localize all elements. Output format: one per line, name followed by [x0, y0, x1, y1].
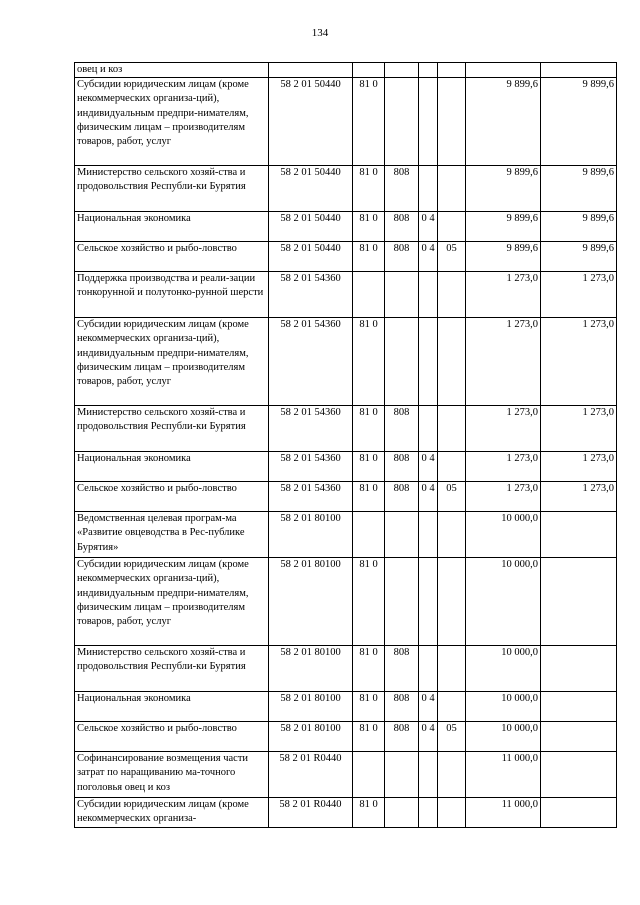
table-row	[75, 242, 617, 272]
amount-2: 1 273,0	[541, 406, 617, 452]
expense-type: 81 0	[353, 798, 385, 828]
row-name: Национальная экономика	[75, 212, 269, 242]
ministry-code: 808	[385, 452, 419, 482]
ministry-code	[385, 512, 419, 558]
row-name: Министерство сельского хозяй-ства и продовольствия Республи-ки Бурятия	[75, 406, 269, 452]
target-code	[269, 63, 353, 78]
section-code	[419, 63, 438, 78]
page-number: 134	[311, 27, 329, 39]
target-code: 58 2 01 50440	[269, 212, 353, 242]
target-code: 58 2 01 50440	[269, 78, 353, 166]
subsection-code	[438, 166, 466, 212]
target-code: 58 2 01 50440	[269, 242, 353, 272]
row-name: Софинансирование возмещения части затрат по наращиванию ма-точного поголовья овец и коз	[75, 752, 269, 798]
row-name: Ведомственная целевая програм-ма «Развитие овцеводства в Рес-публике Бурятия»	[75, 512, 269, 558]
ministry-code	[385, 558, 419, 646]
expense-type	[353, 752, 385, 798]
section-code: 0 4	[419, 482, 438, 512]
subsection-code: 05	[438, 722, 466, 752]
target-code: 58 2 01 54360	[269, 406, 353, 452]
amount-1: 1 273,0	[466, 452, 541, 482]
row-name: Сельское хозяйство и рыбо-ловство	[75, 722, 269, 752]
table-row	[75, 78, 617, 166]
row-name: Субсидии юридическим лицам (кроме некоммерческих организа-ций), индивидуальным предпри-нимателям, физическим лицам – производителям товаров, работ, услуг	[75, 78, 269, 166]
subsection-code	[438, 406, 466, 452]
row-name: Сельское хозяйство и рыбо-ловство	[75, 242, 269, 272]
ministry-code: 808	[385, 242, 419, 272]
ministry-code: 808	[385, 406, 419, 452]
amount-1: 10 000,0	[466, 512, 541, 558]
section-code: 0 4	[419, 242, 438, 272]
target-code: 58 2 01 R0440	[269, 798, 353, 828]
ministry-code: 808	[385, 692, 419, 722]
table-row	[75, 482, 617, 512]
ministry-code: 808	[385, 646, 419, 692]
table-row	[75, 558, 617, 646]
budget-table	[74, 62, 617, 828]
section-code: 0 4	[419, 722, 438, 752]
table-row	[75, 63, 617, 78]
table-row	[75, 272, 617, 318]
expense-type: 81 0	[353, 482, 385, 512]
target-code: 58 2 01 54360	[269, 272, 353, 318]
amount-2	[541, 63, 617, 78]
subsection-code	[438, 63, 466, 78]
ministry-code: 808	[385, 212, 419, 242]
amount-2: 1 273,0	[541, 272, 617, 318]
amount-1: 11 000,0	[466, 752, 541, 798]
amount-2	[541, 692, 617, 722]
subsection-code	[438, 78, 466, 166]
amount-1: 9 899,6	[466, 78, 541, 166]
table-row	[75, 798, 617, 828]
ministry-code	[385, 318, 419, 406]
section-code	[419, 752, 438, 798]
expense-type: 81 0	[353, 722, 385, 752]
section-code	[419, 406, 438, 452]
amount-2	[541, 646, 617, 692]
target-code: 58 2 01 80100	[269, 512, 353, 558]
table-row	[75, 212, 617, 242]
amount-2: 9 899,6	[541, 78, 617, 166]
amount-2: 1 273,0	[541, 318, 617, 406]
section-code	[419, 798, 438, 828]
expense-type: 81 0	[353, 166, 385, 212]
amount-2: 9 899,6	[541, 212, 617, 242]
row-name: Национальная экономика	[75, 452, 269, 482]
section-code	[419, 512, 438, 558]
table-row	[75, 722, 617, 752]
ministry-code	[385, 63, 419, 78]
ministry-code: 808	[385, 722, 419, 752]
subsection-code: 05	[438, 242, 466, 272]
subsection-code	[438, 692, 466, 722]
subsection-code: 05	[438, 482, 466, 512]
expense-type	[353, 512, 385, 558]
section-code	[419, 558, 438, 646]
amount-2: 1 273,0	[541, 452, 617, 482]
table-row	[75, 166, 617, 212]
row-name: овец и коз	[75, 63, 269, 78]
amount-1: 10 000,0	[466, 558, 541, 646]
expense-type: 81 0	[353, 646, 385, 692]
expense-type: 81 0	[353, 406, 385, 452]
amount-2	[541, 798, 617, 828]
expense-type: 81 0	[353, 558, 385, 646]
amount-1: 1 273,0	[466, 272, 541, 318]
table-row	[75, 646, 617, 692]
amount-1: 10 000,0	[466, 646, 541, 692]
table-row	[75, 406, 617, 452]
row-name: Национальная экономика	[75, 692, 269, 722]
ministry-code: 808	[385, 166, 419, 212]
amount-1	[466, 63, 541, 78]
target-code: 58 2 01 54360	[269, 482, 353, 512]
row-name: Сельское хозяйство и рыбо-ловство	[75, 482, 269, 512]
amount-1: 1 273,0	[466, 406, 541, 452]
subsection-code	[438, 752, 466, 798]
amount-2: 1 273,0	[541, 482, 617, 512]
expense-type	[353, 63, 385, 78]
row-name: Субсидии юридическим лицам (кроме некоммерческих организа-	[75, 798, 269, 828]
section-code: 0 4	[419, 692, 438, 722]
table-row	[75, 512, 617, 558]
section-code: 0 4	[419, 452, 438, 482]
row-name: Поддержка производства и реали-зации тонкорунной и полутонко-рунной шерсти	[75, 272, 269, 318]
section-code	[419, 318, 438, 406]
row-name: Субсидии юридическим лицам (кроме некоммерческих организа-ций), индивидуальным предпри-нимателям, физическим лицам – производителям товаров, работ, услуг	[75, 318, 269, 406]
target-code: 58 2 01 R0440	[269, 752, 353, 798]
amount-1: 10 000,0	[466, 722, 541, 752]
target-code: 58 2 01 54360	[269, 452, 353, 482]
row-name: Субсидии юридическим лицам (кроме некоммерческих организа-ций), индивидуальным предпри-нимателям, физическим лицам – производителям товаров, работ, услуг	[75, 558, 269, 646]
table-row	[75, 318, 617, 406]
amount-1: 9 899,6	[466, 166, 541, 212]
expense-type: 81 0	[353, 452, 385, 482]
section-code	[419, 166, 438, 212]
expense-type	[353, 272, 385, 318]
amount-2	[541, 558, 617, 646]
amount-2: 9 899,6	[541, 166, 617, 212]
subsection-code	[438, 798, 466, 828]
subsection-code	[438, 558, 466, 646]
subsection-code	[438, 212, 466, 242]
amount-1: 9 899,6	[466, 242, 541, 272]
amount-1: 11 000,0	[466, 798, 541, 828]
target-code: 58 2 01 50440	[269, 166, 353, 212]
target-code: 58 2 01 80100	[269, 646, 353, 692]
ministry-code	[385, 272, 419, 318]
row-name: Министерство сельского хозяй-ства и продовольствия Республи-ки Бурятия	[75, 646, 269, 692]
expense-type: 81 0	[353, 78, 385, 166]
amount-2: 9 899,6	[541, 242, 617, 272]
amount-1: 1 273,0	[466, 482, 541, 512]
subsection-code	[438, 452, 466, 482]
expense-type: 81 0	[353, 242, 385, 272]
amount-2	[541, 722, 617, 752]
expense-type: 81 0	[353, 692, 385, 722]
table-row	[75, 752, 617, 798]
amount-1: 10 000,0	[466, 692, 541, 722]
section-code: 0 4	[419, 212, 438, 242]
amount-1: 1 273,0	[466, 318, 541, 406]
amount-2	[541, 512, 617, 558]
ministry-code	[385, 752, 419, 798]
section-code	[419, 646, 438, 692]
target-code: 58 2 01 54360	[269, 318, 353, 406]
section-code	[419, 78, 438, 166]
table-row	[75, 692, 617, 722]
row-name: Министерство сельского хозяй-ства и продовольствия Республи-ки Бурятия	[75, 166, 269, 212]
expense-type: 81 0	[353, 212, 385, 242]
subsection-code	[438, 646, 466, 692]
target-code: 58 2 01 80100	[269, 558, 353, 646]
subsection-code	[438, 318, 466, 406]
ministry-code: 808	[385, 482, 419, 512]
target-code: 58 2 01 80100	[269, 722, 353, 752]
target-code: 58 2 01 80100	[269, 692, 353, 722]
subsection-code	[438, 272, 466, 318]
amount-2	[541, 752, 617, 798]
table-row	[75, 452, 617, 482]
ministry-code	[385, 798, 419, 828]
subsection-code	[438, 512, 466, 558]
amount-1: 9 899,6	[466, 212, 541, 242]
expense-type: 81 0	[353, 318, 385, 406]
ministry-code	[385, 78, 419, 166]
section-code	[419, 272, 438, 318]
